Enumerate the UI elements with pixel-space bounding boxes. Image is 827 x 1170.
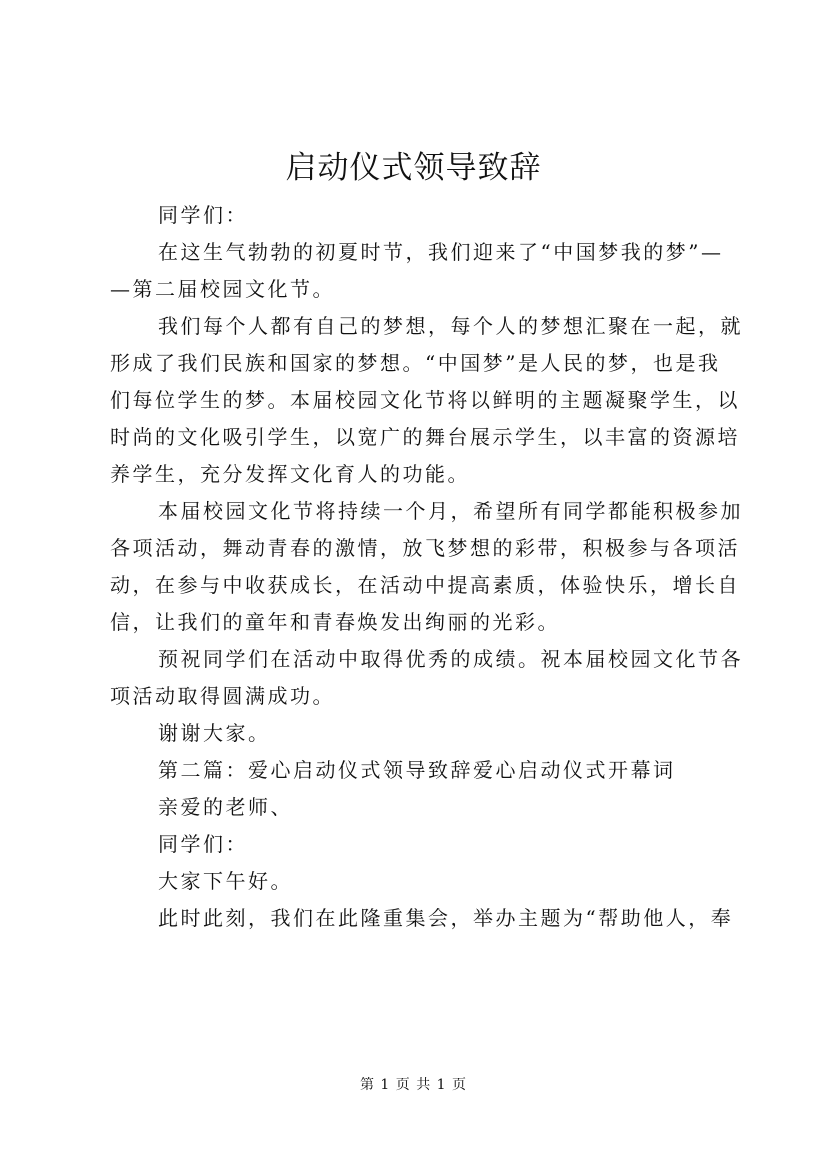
body-line: 形成了我们民族和国家的梦想。“中国梦”是人民的梦，也是我 xyxy=(110,351,721,375)
body-line: 谢谢大家。 xyxy=(158,721,271,745)
body-line: 本届校园文化节将持续一个月，希望所有同学都能积极参加 xyxy=(158,499,743,523)
body-line: 预祝同学们在活动中取得优秀的成绩。祝本届校园文化节各 xyxy=(158,647,743,671)
body-line: 们每位学生的梦。本届校园文化节将以鲜明的主题凝聚学生，以 xyxy=(110,388,740,412)
body-line: 各项活动，舞动青春的激情，放飞梦想的彩带，积极参与各项活 xyxy=(110,536,740,560)
body-line: 同学们： xyxy=(158,832,248,856)
body-line: 第二篇：爱心启动仪式领导致辞爱心启动仪式开幕词 xyxy=(158,758,676,782)
body-line: 信，让我们的童年和青春焕发出绚丽的光彩。 xyxy=(110,610,560,634)
body-line: 养学生，充分发挥文化育人的功能。 xyxy=(110,462,470,486)
body-line: 动，在参与中收获成长，在活动中提高素质，体验快乐，增长自 xyxy=(110,573,740,597)
body-line: 此时此刻，我们在此隆重集会，举办主题为“帮助他人，奉 xyxy=(158,906,734,930)
page-footer: 第 1 页 共 1 页 xyxy=(359,1077,468,1093)
body-line: 亲爱的老师、 xyxy=(158,795,293,819)
document-title: 启动仪式领导致辞 xyxy=(285,150,542,186)
body-line: 大家下午好。 xyxy=(158,869,293,893)
body-line: 在这生气勃勃的初夏时节，我们迎来了“中国梦我的梦”— xyxy=(158,240,724,264)
body-line: 时尚的文化吸引学生，以宽广的舞台展示学生，以丰富的资源培 xyxy=(110,425,740,449)
document-body xyxy=(110,197,743,937)
body-line: 项活动取得圆满成功。 xyxy=(110,684,335,708)
body-line: 同学们： xyxy=(158,203,248,227)
body-line: 我们每个人都有自己的梦想，每个人的梦想汇聚在一起，就 xyxy=(158,314,743,338)
body-line: —第二届校园文化节。 xyxy=(110,277,335,301)
